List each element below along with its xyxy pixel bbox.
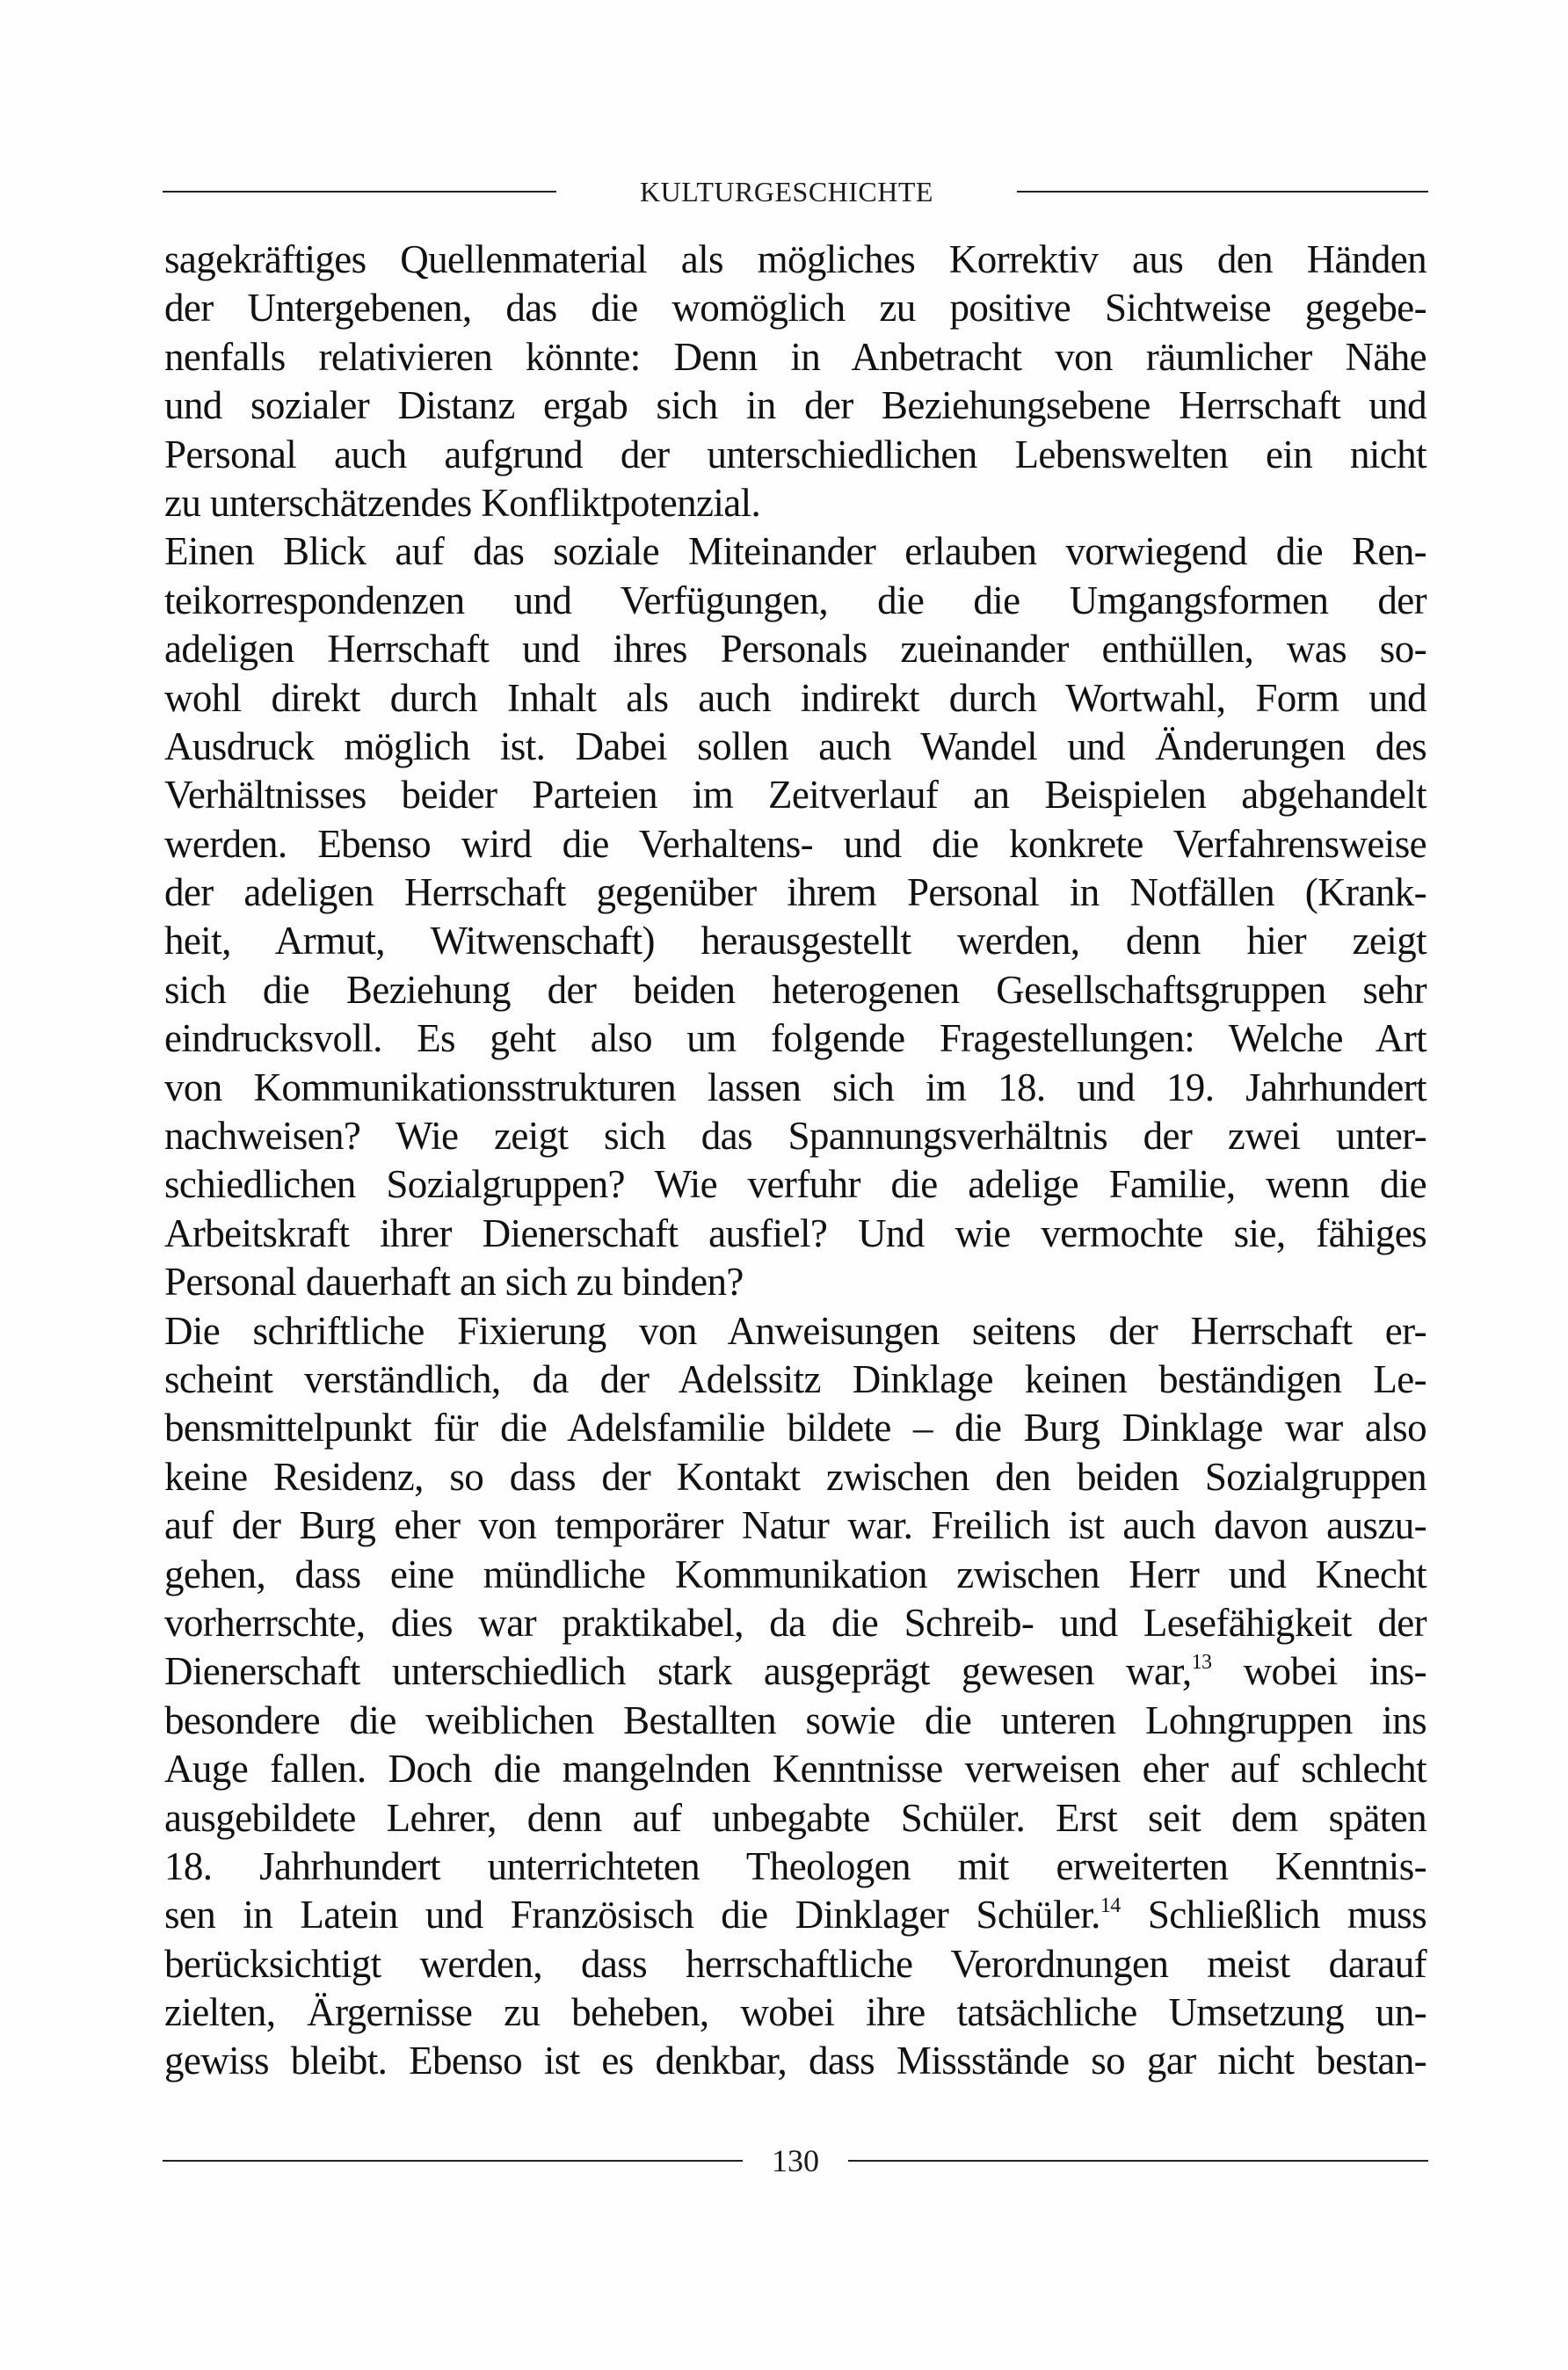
- line-text: Dienerschaft unterschiedlich stark ausgeprägt gewesen war,: [164, 1649, 1192, 1694]
- text-line: zielten, Ärgernisse zu beheben, wobei ihre tatsächliche Umsetzung un-: [164, 1990, 1426, 2035]
- text-line: wohl direkt durch Inhalt als auch indirekt durch Wortwahl, Form und: [164, 675, 1426, 720]
- footnote-marker-13[interactable]: 13: [1191, 1651, 1212, 1675]
- text-line: Auge fallen. Doch die mangelnden Kenntnisse verweisen eher auf schlecht: [164, 1747, 1426, 1792]
- text-line: Arbeitskraft ihrer Dienerschaft ausfiel? Und wie vermochte sie, fähiges: [164, 1210, 1426, 1255]
- text-line: der Untergebenen, das die womöglich zu positive Sichtweise gegebe-: [164, 286, 1426, 331]
- text-line: teikorrespondenzen und Verfügungen, die die Umgangsformen der: [164, 578, 1426, 622]
- paragraph-3: [164, 1307, 1426, 2086]
- footnote-marker-14[interactable]: 14: [1100, 1894, 1121, 1918]
- text-line: nenfalls relativieren könnte: Denn in Anbetracht von räumlicher Nähe: [164, 334, 1426, 379]
- text-line: schiedlichen Sozialgruppen? Wie verfuhr die adelige Familie, wenn die: [164, 1162, 1426, 1207]
- text-line: sagekräftiges Quellenmaterial als mögliches Korrektiv aus den Händen: [164, 237, 1426, 281]
- text-line: scheint verständlich, da der Adelssitz Dinklage keinen beständigen Le-: [164, 1356, 1426, 1401]
- text-line: ausgebildete Lehrer, denn auf unbegabte Schüler. Erst seit dem späten: [164, 1795, 1426, 1840]
- paragraph-2: [164, 527, 1426, 1306]
- text-line: und sozialer Distanz ergab sich in der Beziehungsebene Herrschaft und: [164, 383, 1426, 428]
- text-line: Personal dauerhaft an sich zu binden?: [164, 1260, 744, 1305]
- text-line: gehen, dass eine mündliche Kommunikation zwischen Herr und Knecht: [164, 1552, 1426, 1596]
- footer-rule-left: [163, 2160, 743, 2162]
- text-line: Einen Blick auf das soziale Miteinander erlauben vorwiegend die Ren-: [164, 529, 1426, 574]
- text-line: berücksichtigt werden, dass herrschaftliche Verordnungen meist darauf: [164, 1941, 1426, 1986]
- text-line: vorherrschte, dies war praktikabel, da die Schreib- und Lesefähigkeit der: [164, 1600, 1426, 1645]
- text-line-with-footnote: [164, 1647, 1426, 1696]
- text-line: auf der Burg eher von temporärer Natur war. Freilich ist auch davon auszu-: [164, 1503, 1426, 1548]
- line-text: wobei ins-: [1211, 1649, 1426, 1694]
- text-line: besondere die weiblichen Bestallten sowie die unteren Lohngruppen ins: [164, 1698, 1426, 1742]
- header-rule-right: [1017, 191, 1428, 193]
- text-line: von Kommunikationsstrukturen lassen sich im 18. und 19. Jahrhundert: [164, 1065, 1426, 1109]
- body-text: [164, 236, 1426, 2086]
- text-line: adeligen Herrschaft und ihres Personals zueinander enthüllen, was so-: [164, 627, 1426, 672]
- line-text: Schließlich muss: [1120, 1893, 1426, 1937]
- text-line: gewiss bleibt. Ebenso ist es denkbar, dass Missstände so gar nicht bestan-: [164, 2039, 1426, 2083]
- text-line: bensmittelpunkt für die Adelsfamilie bildete – die Burg Dinklage war also: [164, 1406, 1426, 1450]
- text-line: nachweisen? Wie zeigt sich das Spannungsverhältnis der zwei unter-: [164, 1114, 1426, 1159]
- running-head-title: KULTURGESCHICHTE: [640, 175, 933, 207]
- text-line: der adeligen Herrschaft gegenüber ihrem Personal in Notfällen (Krank-: [164, 870, 1426, 915]
- text-line: Die schriftliche Fixierung von Anweisungen seitens der Herrschaft er-: [164, 1308, 1426, 1353]
- text-line: Verhältnisses beider Parteien im Zeitverlauf an Beispielen abgehandelt: [164, 773, 1426, 818]
- page-footer: [163, 2141, 1428, 2180]
- text-line: keine Residenz, so dass der Kontakt zwischen den beiden Sozialgruppen: [164, 1454, 1426, 1499]
- text-line: Ausdruck möglich ist. Dabei sollen auch Wandel und Änderungen des: [164, 723, 1426, 768]
- text-line: 18. Jahrhundert unterrichteten Theologen mit erweiterten Kenntnis-: [164, 1843, 1426, 1888]
- paragraph-1: [164, 236, 1426, 527]
- text-line: werden. Ebenso wird die Verhaltens- und die konkrete Verfahrensweise: [164, 821, 1426, 866]
- page-number: 130: [772, 2143, 819, 2178]
- text-line: heit, Armut, Witwenschaft) herausgestellt werden, denn hier zeigt: [164, 919, 1426, 963]
- line-text: sen in Latein und Französisch die Dinklager Schüler.: [164, 1893, 1100, 1937]
- footer-rule-right: [848, 2160, 1428, 2162]
- text-line-with-footnote: [164, 1891, 1426, 1939]
- header-rule-left: [163, 191, 556, 193]
- running-head: [163, 172, 1428, 211]
- text-line: zu unterschätzendes Konfliktpotenzial.: [164, 480, 761, 525]
- text-line: Personal auch aufgrund der unterschiedlichen Lebenswelten ein nicht: [164, 432, 1426, 476]
- text-line: sich die Beziehung der beiden heterogenen Gesellschaftsgruppen sehr: [164, 967, 1426, 1012]
- text-line: eindrucksvoll. Es geht also um folgende Fragestellungen: Welche Art: [164, 1016, 1426, 1061]
